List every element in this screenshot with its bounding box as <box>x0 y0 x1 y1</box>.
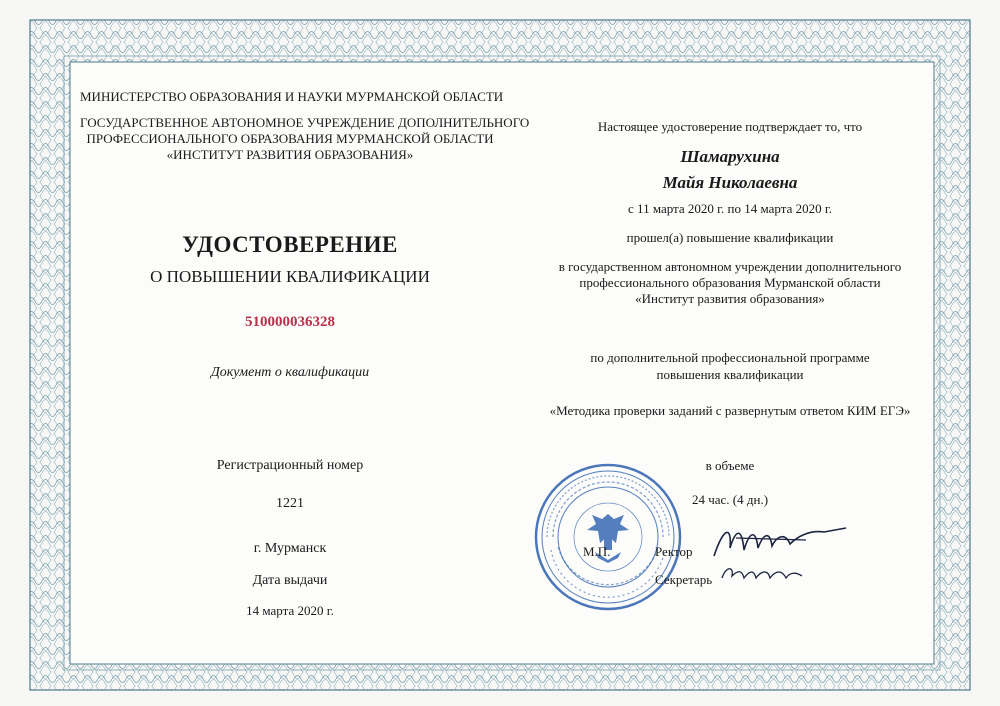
certificate-subtitle: О ПОВЫШЕНИИ КВАЛИФИКАЦИИ <box>150 267 430 286</box>
left-page <box>80 62 530 662</box>
training-period: с 11 марта 2020 г. по 14 марта 2020 г. <box>628 201 832 216</box>
institution-at-line-2: профессионального образования Мурманской области <box>579 275 881 290</box>
institution-line-3: «ИНСТИТУТ РАЗВИТИЯ ОБРАЗОВАНИЯ» <box>166 147 414 162</box>
certificate-title: УДОСТОВЕРЕНИЕ <box>182 232 398 257</box>
institution-at-line-1: в государственном автономном учреждении дополнительного <box>558 259 902 274</box>
institution-at-line-3: «Институт развития образования» <box>635 291 825 306</box>
recipient-surname: Шамарухина <box>680 147 780 166</box>
seal-place-label: М.П. <box>583 544 611 559</box>
registration-number: 1221 <box>276 496 304 511</box>
city: г. Мурманск <box>253 541 327 556</box>
institution-line-2: ПРОФЕССИОНАЛЬНОГО ОБРАЗОВАНИЯ МУРМАНСКОЙ ОБЛАСТИ <box>86 131 494 146</box>
institution-line-1: ГОСУДАРСТВЕННОЕ АВТОНОМНОЕ УЧРЕЖДЕНИЕ ДОПОЛНИТЕЛЬНОГО <box>80 115 530 130</box>
volume-label: в объеме <box>705 458 755 473</box>
secretary-signature-icon <box>718 562 808 588</box>
program-name: «Методика проверки заданий с развернутым ответом КИМ ЕГЭ» <box>549 403 911 418</box>
program-line-1: по дополнительной профессиональной программе <box>590 350 870 365</box>
document-type: Документ о квалификации <box>210 365 370 380</box>
secretary-label: Секретарь <box>655 572 713 587</box>
issue-date-label: Дата выдачи <box>252 573 328 588</box>
program-line-2: повышения квалификации <box>656 367 804 382</box>
issue-date: 14 марта 2020 г. <box>246 603 334 618</box>
recipient-given-names: Майя Николаевна <box>662 173 798 192</box>
registration-label: Регистрационный номер <box>216 458 364 473</box>
confirm-text: Настоящее удостоверение подтверждает то, что <box>597 119 863 134</box>
rector-label: Ректор <box>655 544 693 559</box>
passed-text: прошел(а) повышение квалификации <box>626 230 834 245</box>
ministry-name: МИНИСТЕРСТВО ОБРАЗОВАНИЯ И НАУКИ МУРМАНСКОЙ ОБЛАСТИ <box>80 89 504 104</box>
official-seal-icon <box>533 462 683 612</box>
volume-value: 24 час. (4 дн.) <box>691 492 769 507</box>
serial-number: 510000036328 <box>245 314 335 330</box>
